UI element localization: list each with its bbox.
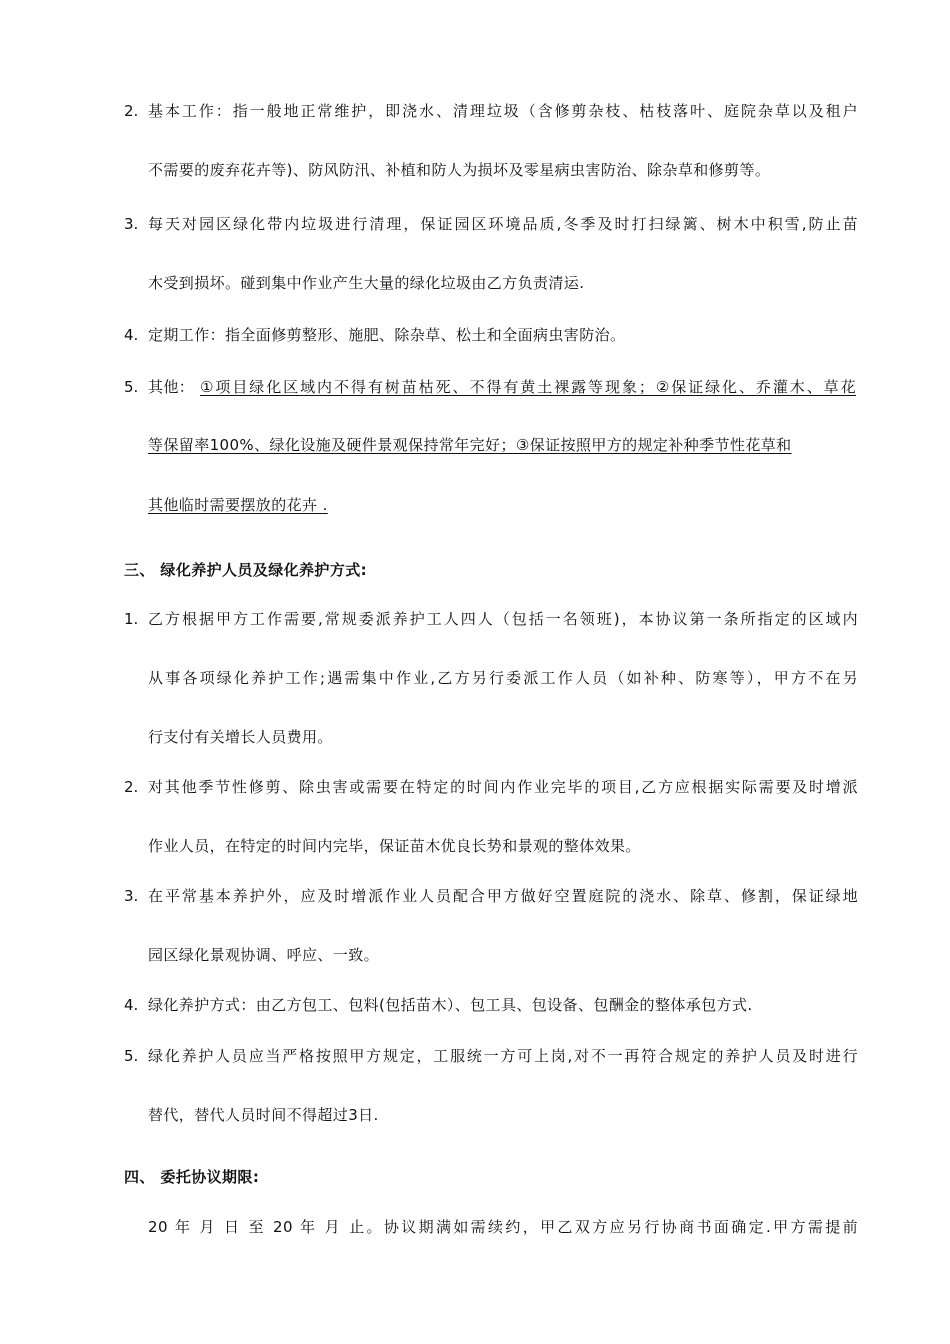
list-item-text: 绿化养护人员应当严格按照甲方规定，工服统一方可上岗,对不一再符合规定的养护人员及时进行 bbox=[148, 1047, 858, 1065]
list-item-text: 绿化养护方式：由乙方包工、包料(包括苗木）、包工具、包设备、包酬金的整体承包方式. bbox=[148, 996, 753, 1014]
section-heading: 四、 委托协议期限: bbox=[124, 1168, 260, 1186]
list-item-text-underlined: 等保留率100%、绿化设施及硬件景观保持常年完好；③保证按照甲方的规定补种季节性花草和 bbox=[148, 436, 792, 454]
list-item-prefix: 其他： bbox=[148, 378, 195, 396]
list-number: 1. bbox=[124, 610, 139, 628]
list-number: 5. bbox=[124, 1047, 139, 1065]
list-item-text-underlined: 其他临时需要摆放的花卉 . bbox=[148, 496, 328, 514]
list-item-text: 乙方根据甲方工作需要,常规委派养护工人四人（包括一名领班)，本协议第一条所指定的区域内 bbox=[148, 610, 858, 628]
list-item-text: 替代，替代人员时间不得超过3日. bbox=[148, 1106, 379, 1124]
list-item-text: 木受到损坏。碰到集中作业产生大量的绿化垃圾由乙方负责清运. bbox=[148, 274, 585, 292]
list-number: 4. bbox=[124, 996, 139, 1014]
list-item-text: 园区绿化景观协调、呼应、一致。 bbox=[148, 946, 380, 964]
list-number: 2. bbox=[124, 102, 139, 120]
section-heading: 三、 绿化养护人员及绿化养护方式: bbox=[124, 561, 368, 579]
list-item-text: 作业人员，在特定的时间内完毕，保证苗木优良长势和景观的整体效果。 bbox=[148, 837, 641, 855]
list-number: 3. bbox=[124, 215, 139, 233]
list-item-text: 每天对园区绿化带内垃圾进行清理，保证园区环境品质,冬季及时打扫绿篱、树木中积雪,防止苗 bbox=[148, 215, 858, 233]
list-number: 4. bbox=[124, 326, 139, 344]
list-item-text-underlined: ①项目绿化区域内不得有树苗枯死、不得有黄土裸露等现象；②保证绿化、乔灌木、草花 bbox=[200, 378, 856, 396]
list-number: 2. bbox=[124, 778, 139, 796]
list-item-text: 基本工作：指一般地正常维护，即浇水、清理垃圾（含修剪杂枝、枯枝落叶、庭院杂草以及租户 bbox=[148, 102, 858, 120]
list-item-text: 对其他季节性修剪、除虫害或需要在特定的时间内作业完毕的项目,乙方应根据实际需要及时增派 bbox=[148, 778, 858, 796]
term-text: 20 年 月 日 至 20 年 月 止。协议期满如需续约，甲乙双方应另行协商书面确定.甲方需提前 bbox=[148, 1218, 858, 1236]
list-number: 5. bbox=[124, 378, 139, 396]
list-item-text: 在平常基本养护外，应及时增派作业人员配合甲方做好空置庭院的浇水、除草、修割，保证绿地 bbox=[148, 887, 858, 905]
list-item-text: 行支付有关增长人员费用。 bbox=[148, 728, 333, 746]
list-number: 3. bbox=[124, 887, 139, 905]
list-item-text: 不需要的废弃花卉等)、防风防汛、补植和防人为损坏及零星病虫害防治、除杂草和修剪等。 bbox=[148, 161, 771, 179]
list-item-text: 从事各项绿化养护工作;遇需集中作业,乙方另行委派工作人员（如补种、防寒等），甲方不在另 bbox=[148, 669, 858, 687]
list-item-text: 定期工作：指全面修剪整形、施肥、除杂草、松土和全面病虫害防治。 bbox=[148, 326, 626, 344]
